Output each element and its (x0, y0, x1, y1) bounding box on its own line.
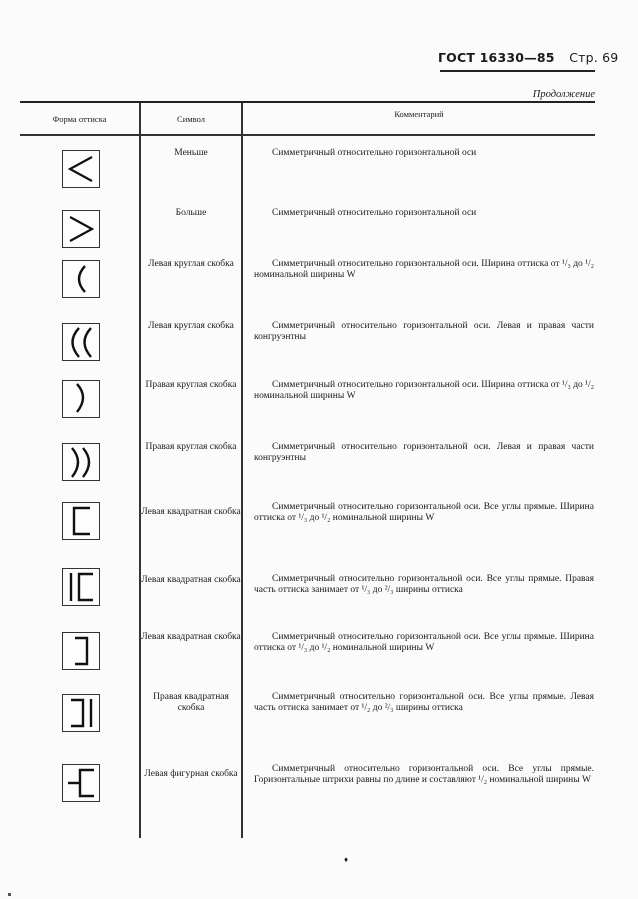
comment-text: Симметричный относительно горизонтальной оси. Ширина оттиска от ¹/₃ до ¹/₂ номинальной ширины W (254, 380, 594, 401)
symbol-label: Левая круглая скобка (148, 321, 234, 331)
symbol-label: Правая круглая скобка (145, 442, 237, 452)
comment-text: Симметричный относительно горизонтальной оси. Все углы прямые. Правая часть оттиска занимает от ¹/₃ до ²/₃ ширины оттиска (254, 574, 594, 595)
symbol-label: Левая квадратная скобка (141, 632, 241, 642)
comment-text: Симметричный относительно горизонтальной оси (272, 148, 477, 158)
scan-artifact (8, 893, 11, 896)
column-header-comment: Комментарий (394, 109, 444, 119)
symbol-label: Правая круглая скобка (145, 380, 237, 390)
symbol-label: Больше (175, 208, 207, 218)
symbol-label: Левая круглая скобка (148, 259, 234, 269)
page-number: Стр. 69 (569, 50, 619, 65)
symbol-label: Левая фигурная скобка (144, 769, 238, 779)
comment-text: Симметричный относительно горизонтальной оси. Все углы прямые. Горизонтальные штрихи равны по длине и составляют ¹/₂ номинальной ширины W (254, 764, 594, 785)
symbol-label: Правая квадратная скобка (153, 692, 229, 713)
left-round-bracket-icon (62, 260, 100, 298)
double-left-round-bracket-icon (62, 323, 100, 361)
column-header-symbol: Символ (177, 113, 205, 124)
footer-mark: ♦ (344, 855, 349, 864)
symbol-label: Меньше (174, 148, 208, 158)
left-square-bracket-icon (62, 502, 100, 540)
comment-text: Симметричный относительно горизонтальной оси. Левая и правая части конгруэнтны (254, 442, 594, 463)
page-header (438, 50, 619, 65)
table-header-separator (20, 134, 595, 136)
bar-left-square-bracket-icon (62, 568, 100, 606)
comment-text: Симметричный относительно горизонтальной оси. Ширина оттиска от ¹/₃ до ¹/₂ номинальной ширины W (254, 259, 594, 280)
column-header-shape: Форма оттиска (52, 113, 107, 124)
column-divider-2 (241, 103, 243, 838)
right-round-bracket-icon (62, 380, 100, 418)
left-curly-bracket-icon (62, 764, 100, 802)
standard-number: ГОСТ 16330—85 (438, 50, 555, 65)
comment-text: Симметричный относительно горизонтальной оси. Все углы прямые. Левая часть оттиска занимает от ¹/₂ до ²/₃ ширины оттиска (254, 692, 594, 713)
greater-than-icon (62, 210, 100, 248)
comment-text: Симметричный относительно горизонтальной оси. Все углы прямые. Ширина оттиска от ¹/₃ до ¹/₂ номинальной ширины W (254, 632, 594, 653)
continued-label: Продолжение (532, 89, 595, 100)
double-right-round-bracket-icon (62, 443, 100, 481)
right-square-bracket-icon (62, 632, 100, 670)
symbol-label: Левая квадратная скобка (141, 507, 241, 517)
comment-text: Симметричный относительно горизонтальной оси. Левая и правая части конгруэнтны (254, 321, 594, 342)
header-rule (440, 70, 595, 72)
comment-text: Симметричный относительно горизонтальной оси. Все углы прямые. Ширина оттиска от ¹/₃ до ¹/₂ номинальной ширины W (254, 502, 594, 523)
comment-text: Симметричный относительно горизонтальной оси (272, 208, 477, 218)
symbol-label: Левая квадратная скобка (141, 575, 241, 585)
less-than-icon (62, 150, 100, 188)
right-square-bracket-bar-icon (62, 694, 100, 732)
